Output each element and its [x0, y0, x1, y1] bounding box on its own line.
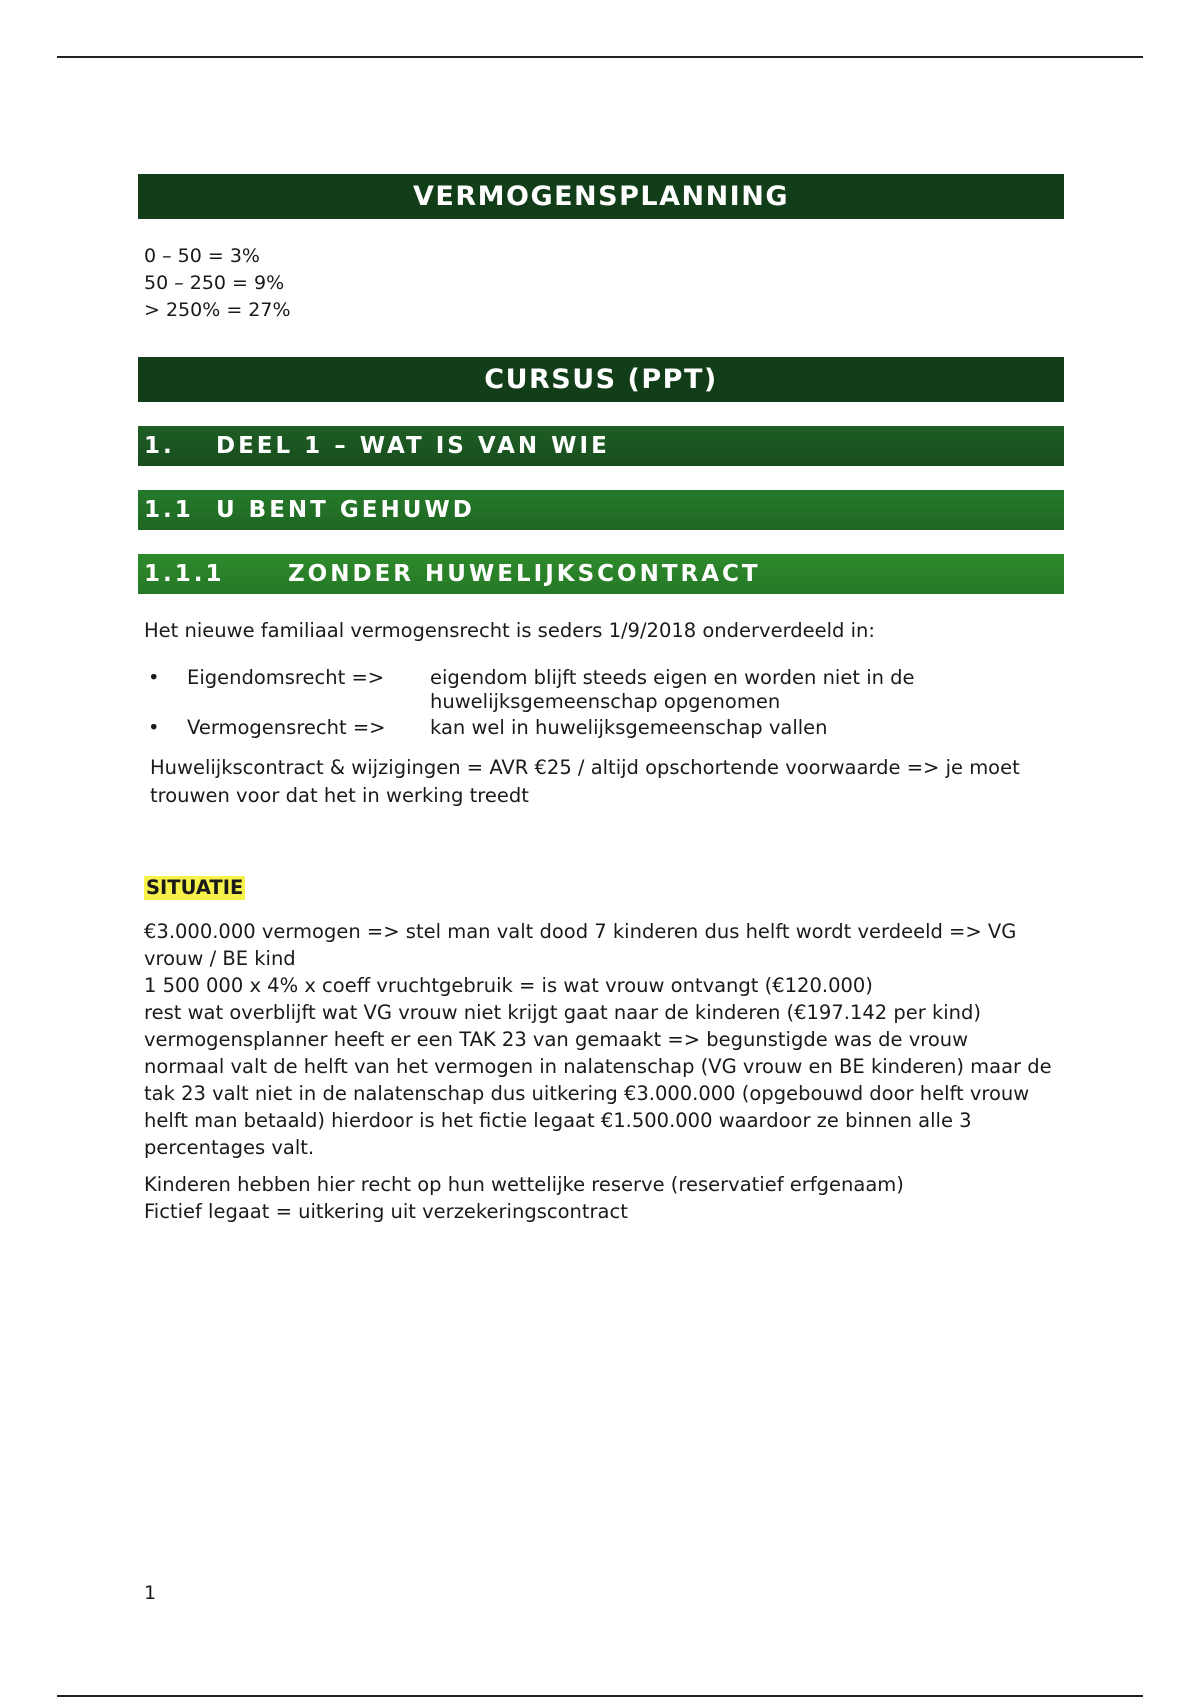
- course-title: CURSUS (PPT): [138, 357, 1064, 402]
- rate-line: > 250% = 27%: [144, 299, 291, 321]
- heading-level-3: [138, 554, 1064, 594]
- children-paragraph: [144, 1171, 1064, 1225]
- situatie-line: normaal valt de helft van het vermogen in nalatenschap (VG vrouw en BE kinderen) maar de tak 23 valt niet in de nalatenschap dus uitkering €3.000.000 (opgebouwd door helft vrouw helft man betaald) hierdoor is het fictie legaat €1.500.000 waardoor ze binnen alle 3 percentages valt.: [144, 1055, 1052, 1159]
- document-title: VERMOGENSPLANNING: [138, 174, 1064, 219]
- rate-line: 0 – 50 = 3%: [144, 245, 260, 267]
- situatie-line: vermogensplanner heeft er een TAK 23 van gemaakt => begunstigde was de vrouw: [144, 1028, 969, 1051]
- footer-rule: [57, 1695, 1143, 1697]
- situatie-highlight: SITUATIE: [146, 876, 244, 899]
- bullet-list: [144, 666, 1064, 740]
- situatie-paragraph: [144, 918, 1064, 1161]
- children-line: Fictief legaat = uitkering uit verzekeringscontract: [144, 1200, 628, 1223]
- bullet-term: Vermogensrecht =>: [187, 716, 386, 739]
- rate-list: [144, 243, 1064, 324]
- heading-level-1: [138, 426, 1064, 466]
- header-rule: [57, 56, 1143, 58]
- bullet-term: Eigendomsrecht =>: [187, 666, 385, 689]
- heading-number: 1.1: [144, 497, 194, 523]
- rate-line: 50 – 250 = 9%: [144, 272, 285, 294]
- heading-text: ZONDER HUWELIJKSCONTRACT: [288, 561, 761, 587]
- situatie-line: 1 500 000 x 4% x coeff vruchtgebruik = is wat vrouw ontvangt (€120.000): [144, 974, 873, 997]
- heading-text: DEEL 1 – WAT IS VAN WIE: [216, 433, 610, 459]
- heading-text: U BENT GEHUWD: [216, 497, 475, 523]
- bullet-icon: •: [148, 716, 160, 739]
- heading-number: 1.1.1: [144, 561, 225, 587]
- heading-number: 1.: [144, 433, 175, 459]
- situatie-line: rest wat overblijft wat VG vrouw niet krijgt gaat naar de kinderen (€197.142 per kind): [144, 1001, 982, 1024]
- heading-level-2: [138, 490, 1064, 530]
- page-number: 1: [144, 1582, 157, 1604]
- bullet-description: eigendom blijft steeds eigen en worden niet in de huwelijksgemeenschap opgenomen: [430, 666, 915, 713]
- contract-note: Huwelijkscontract & wijzigingen = AVR €25 / altijd opschortende voorwaarde => je moet trouwen voor dat het in werking treedt: [150, 756, 1020, 807]
- list-item: [144, 716, 1064, 740]
- list-item: [144, 666, 1064, 714]
- situatie-line: €3.000.000 vermogen => stel man valt dood 7 kinderen dus helft wordt verdeeld => VG vrouw / BE kind: [144, 920, 1017, 970]
- document-body: [138, 174, 1064, 1225]
- bullet-description: kan wel in huwelijksgemeenschap vallen: [430, 716, 828, 739]
- children-line: Kinderen hebben hier recht op hun wettelijke reserve (reservatief erfgenaam): [144, 1173, 904, 1196]
- bullet-icon: •: [148, 666, 160, 689]
- intro-paragraph: Het nieuwe familiaal vermogensrecht is seders 1/9/2018 onderverdeeld in:: [144, 619, 875, 642]
